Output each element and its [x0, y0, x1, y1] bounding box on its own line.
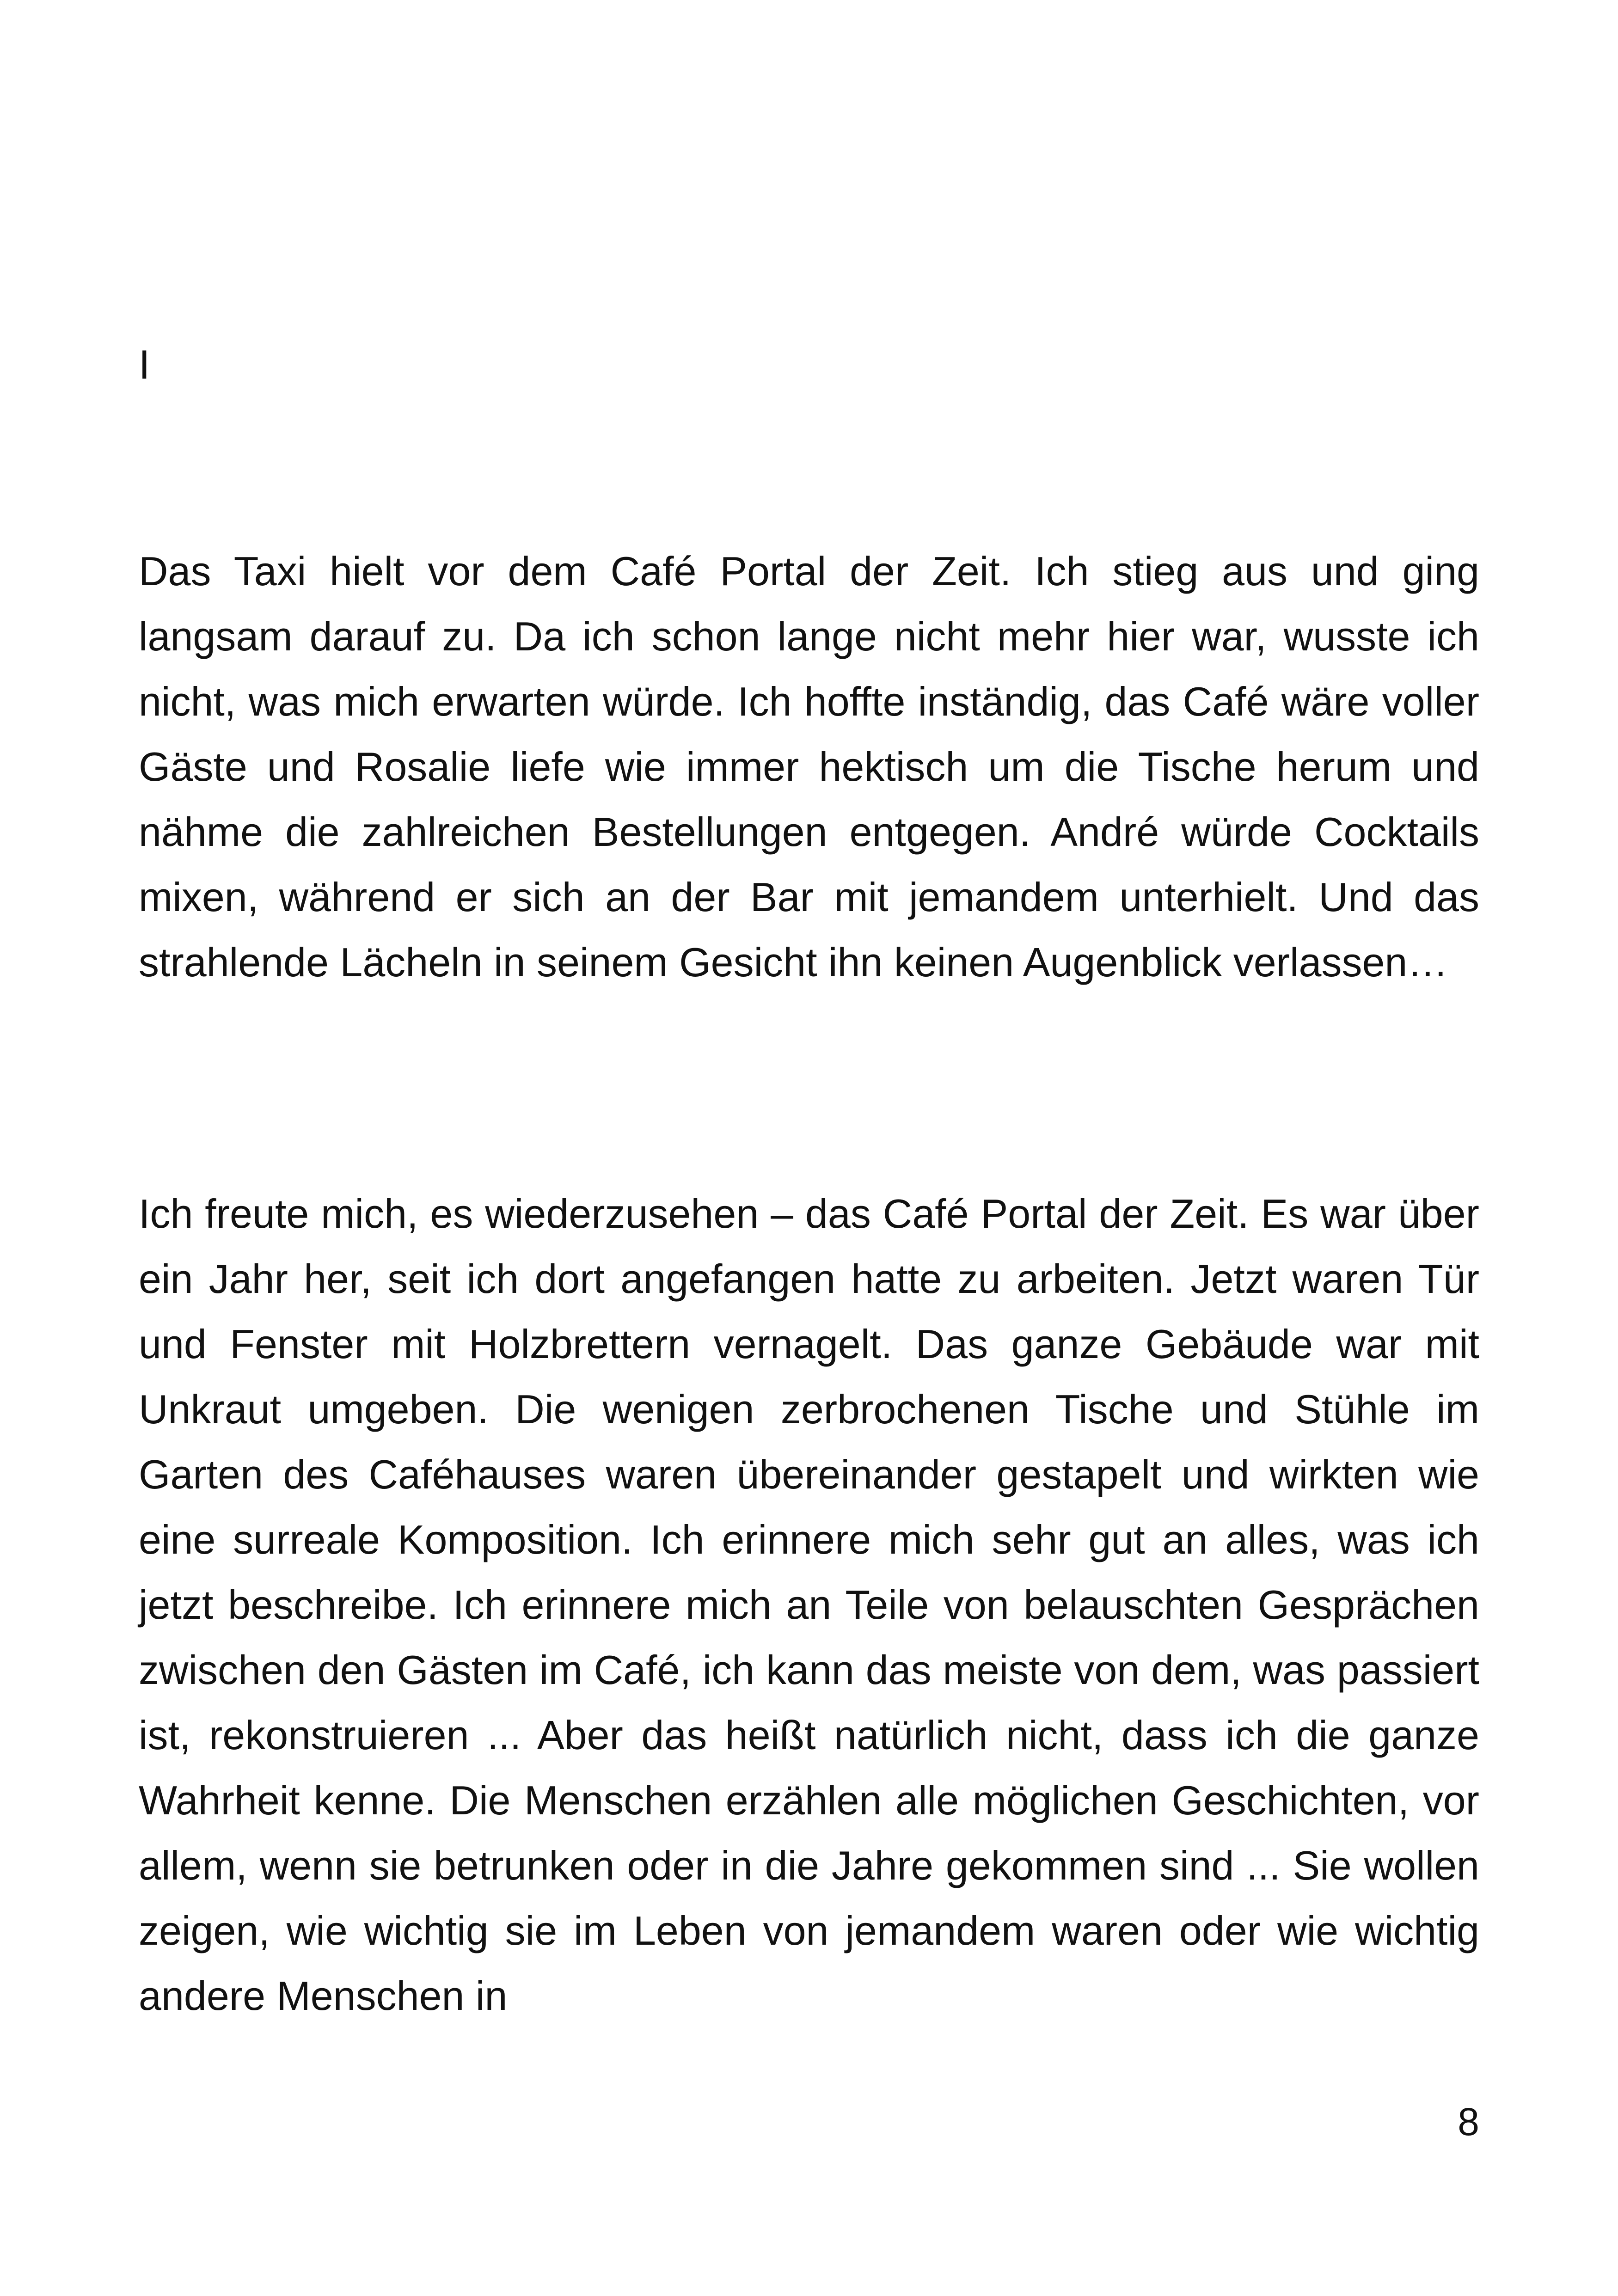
paragraph-2: Ich freute mich, es wiederzusehen – das Café Portal der Zeit. Es war über ein Jahr her, seit ich dort angefangen hatte zu arbeiten. Jetzt waren Tür und Fenster mit Holzbrettern vernagelt. Das ganze Gebäude war mit Unkraut umgeben. Die wenigen zerbrochenen Tische und Stühle im Garten des Caféhauses waren übereinander gestapelt und wirkten wie eine surreale Komposition. Ich erinnere mich sehr gut an alles, was ich jetzt beschreibe. Ich erinnere mich an Teile von belauschten Gesprächen zwischen den Gästen im Café, ich kann das meiste von dem, was passiert ist, rekonstruieren ... Aber das heißt natürlich nicht, dass ich die ganze Wahrheit kenne. Die Menschen erzählen alle möglichen Geschichten, vor allem, wenn sie betrunken oder in die Jahre gekommen sind ... Sie wollen zeigen, wie wichtig sie im Leben von jemandem waren oder wie wichtig andere Menschen in — [139, 1191, 1479, 2019]
chapter-heading: I — [139, 342, 150, 387]
page-number: 8 — [1458, 2100, 1479, 2143]
paragraph-1: Das Taxi hielt vor dem Café Portal der Zeit. Ich stieg aus und ging langsam darauf zu. Da ich schon lange nicht mehr hier war, wusste ich nicht, was mich erwarten würde. Ich hoffte inständig, das Café wäre voller Gäste und Rosalie liefe wie immer hektisch um die Tische herum und nähme die zahlreichen Bestellungen entgegen. André würde Cocktails mixen, während er sich an der Bar mit jemandem unterhielt. Und das strahlende Lächeln in seinem Gesicht ihn keinen Augenblick verlassen… — [139, 548, 1479, 985]
